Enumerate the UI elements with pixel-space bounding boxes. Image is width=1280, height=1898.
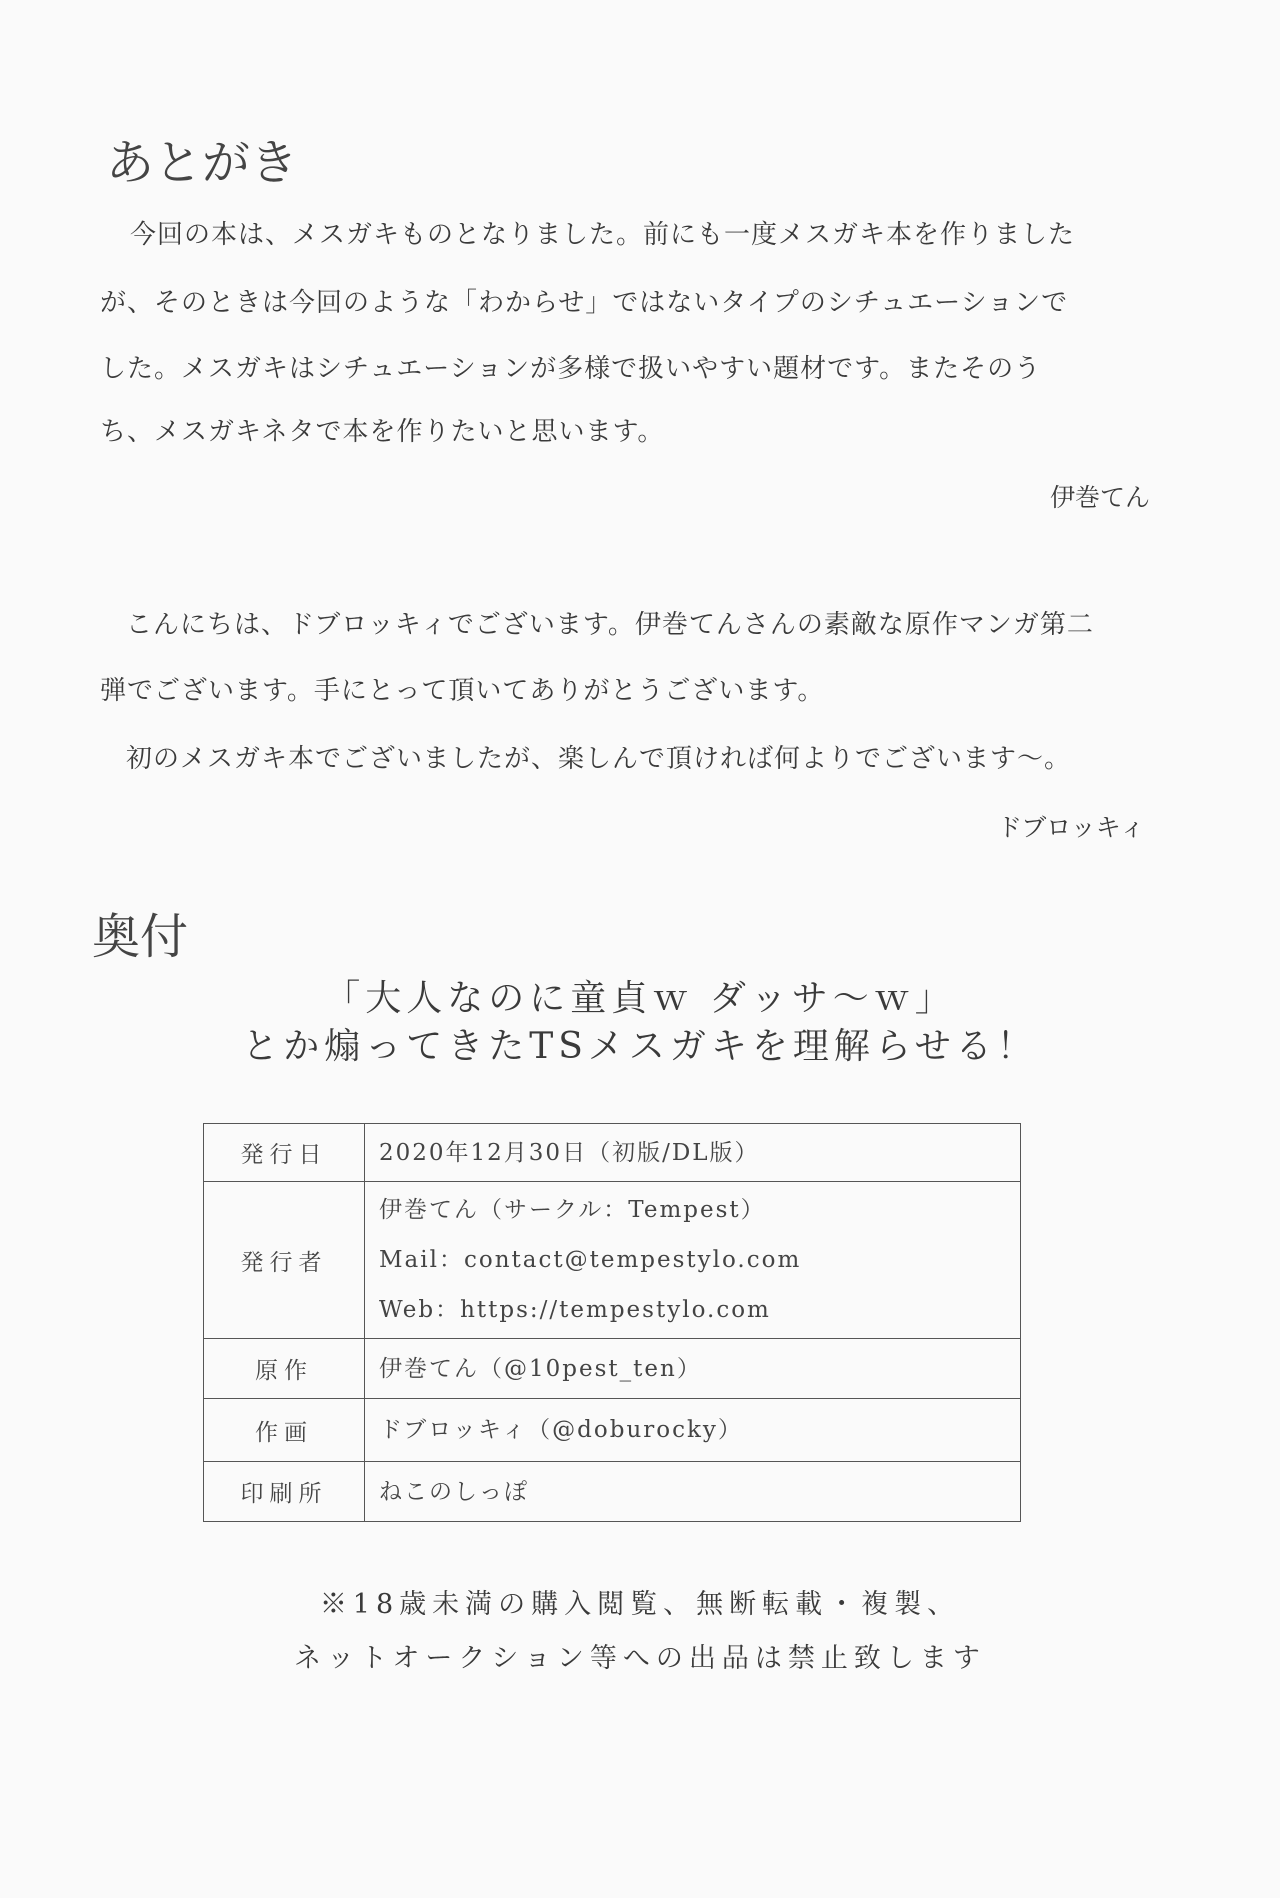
book-title-line: とか煽ってきたTSメスガキを理解らせる！ xyxy=(242,1026,1038,1067)
afterword-line: こんにちは、ドブロッキィでございます。伊巻てんさんの素敵な原作マンガ第二 xyxy=(126,610,1094,640)
row-key: 原作 xyxy=(204,1339,365,1399)
notice-line: ネットオークション等への出品は禁止致します xyxy=(294,1643,986,1674)
row-key: 印刷所 xyxy=(204,1462,365,1522)
author-signature: 伊巻てん xyxy=(1049,483,1150,512)
table-row xyxy=(204,1399,1021,1462)
row-key: 発行者 xyxy=(204,1182,365,1339)
artist-signature: ドブロッキィ xyxy=(996,813,1145,842)
row-value xyxy=(365,1339,1021,1399)
colophon-heading: 奥付 xyxy=(92,909,189,965)
table-row xyxy=(204,1124,1021,1182)
afterword-line: した。メスガキはシチュエーションが多様で扱いやすい題材です。またそのう xyxy=(100,354,1042,384)
publish-date: 2020年12月30日（初版/DL版） xyxy=(379,1139,760,1166)
afterword-heading: あとがき xyxy=(106,135,299,191)
afterword-line: 今回の本は、メスガキものとなりました。前にも一度メスガキ本を作りました xyxy=(130,220,1076,250)
table-row xyxy=(204,1462,1021,1522)
afterword-line: が、そのときは今回のような「わからせ」ではないタイプのシチュエーションで xyxy=(100,288,1069,318)
row-value xyxy=(365,1182,1021,1339)
book-title-line: 「大人なのに童貞ｗ ダッサ～ｗ」 xyxy=(324,978,956,1019)
publisher-mail: Mail：contact@tempestylo.com xyxy=(379,1247,802,1273)
colophon-table xyxy=(203,1123,1021,1522)
row-value xyxy=(365,1462,1021,1522)
table-row xyxy=(204,1182,1021,1339)
original-author: 伊巻てん（@10pest_ten） xyxy=(379,1355,702,1382)
row-key: 作画 xyxy=(204,1399,365,1462)
afterword-line: 初のメスガキ本でございましたが、楽しんで頂ければ何よりでございます～。 xyxy=(126,744,1072,774)
afterword-line: 弾でございます。手にとって頂いてありがとうございます。 xyxy=(100,676,825,706)
row-value xyxy=(365,1399,1021,1462)
publisher-web: Web：https://tempestylo.com xyxy=(379,1297,771,1323)
table-row xyxy=(204,1339,1021,1399)
row-key: 発行日 xyxy=(204,1124,365,1182)
row-value xyxy=(365,1124,1021,1182)
notice-line: ※18歳未満の購入閲覧、無断転載・複製、 xyxy=(319,1589,961,1620)
artist: ドブロッキィ（@doburocky） xyxy=(379,1417,743,1443)
printer: ねこのしっぽ xyxy=(379,1478,529,1505)
afterword-line: ち、メスガキネタで本を作りたいと思います。 xyxy=(100,417,665,447)
publisher: 伊巻てん（サークル：Tempest） xyxy=(379,1197,766,1223)
